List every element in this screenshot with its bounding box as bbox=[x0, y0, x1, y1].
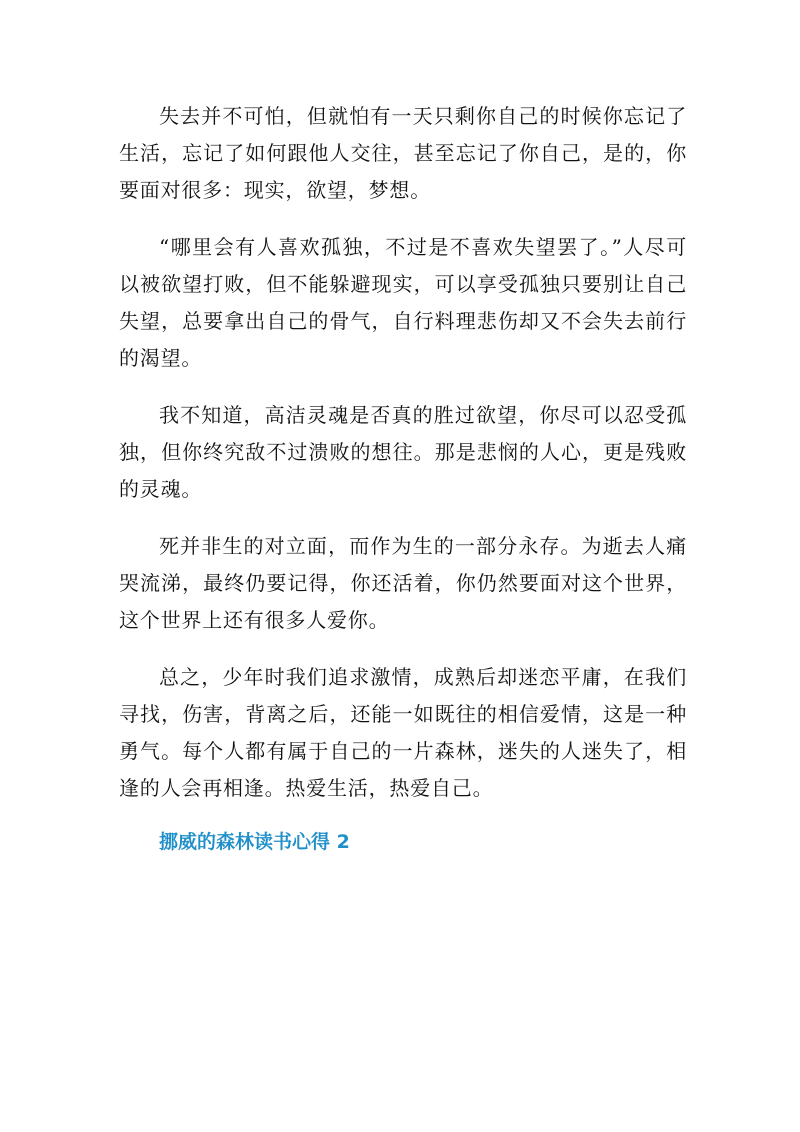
paragraph-5: 总之，少年时我们追求激情，成熟后却迷恋平庸，在我们寻找，伤害，背离之后，还能一如既往的相信爱情，这是一种勇气。每个人都有属于自己的一片森林，迷失的人迷失了，相逢的人会再相逢。热爱生活，热爱自己。 bbox=[119, 665, 687, 800]
paragraph-2: “哪里会有人喜欢孤独，不过是不喜欢失望罢了。”人尽可以被欲望打败，但不能躲避现实，可以享受孤独只要别让自己失望，总要拿出自己的骨气，自行料理悲伤却又不会失去前行的渴望。 bbox=[119, 235, 687, 370]
paragraph-1: 失去并不可怕，但就怕有一天只剩你自己的时候你忘记了生活，忘记了如何跟他人交往，甚至忘记了你自己，是的，你要面对很多：现实，欲望，梦想。 bbox=[119, 104, 687, 202]
paragraph-4: 死并非生的对立面，而作为生的一部分永存。为逝去人痛哭流涕，最终仍要记得，你还活着，你仍然要面对这个世界，这个世界上还有很多人爱你。 bbox=[119, 534, 687, 632]
section-heading: 挪威的森林读书心得 2 bbox=[159, 831, 350, 853]
document-body bbox=[119, 98, 687, 857]
paragraph-3: 我不知道，高洁灵魂是否真的胜过欲望，你尽可以忍受孤独，但你终究敌不过溃败的想往。那是悲悯的人心，更是残败的灵魂。 bbox=[119, 403, 687, 501]
